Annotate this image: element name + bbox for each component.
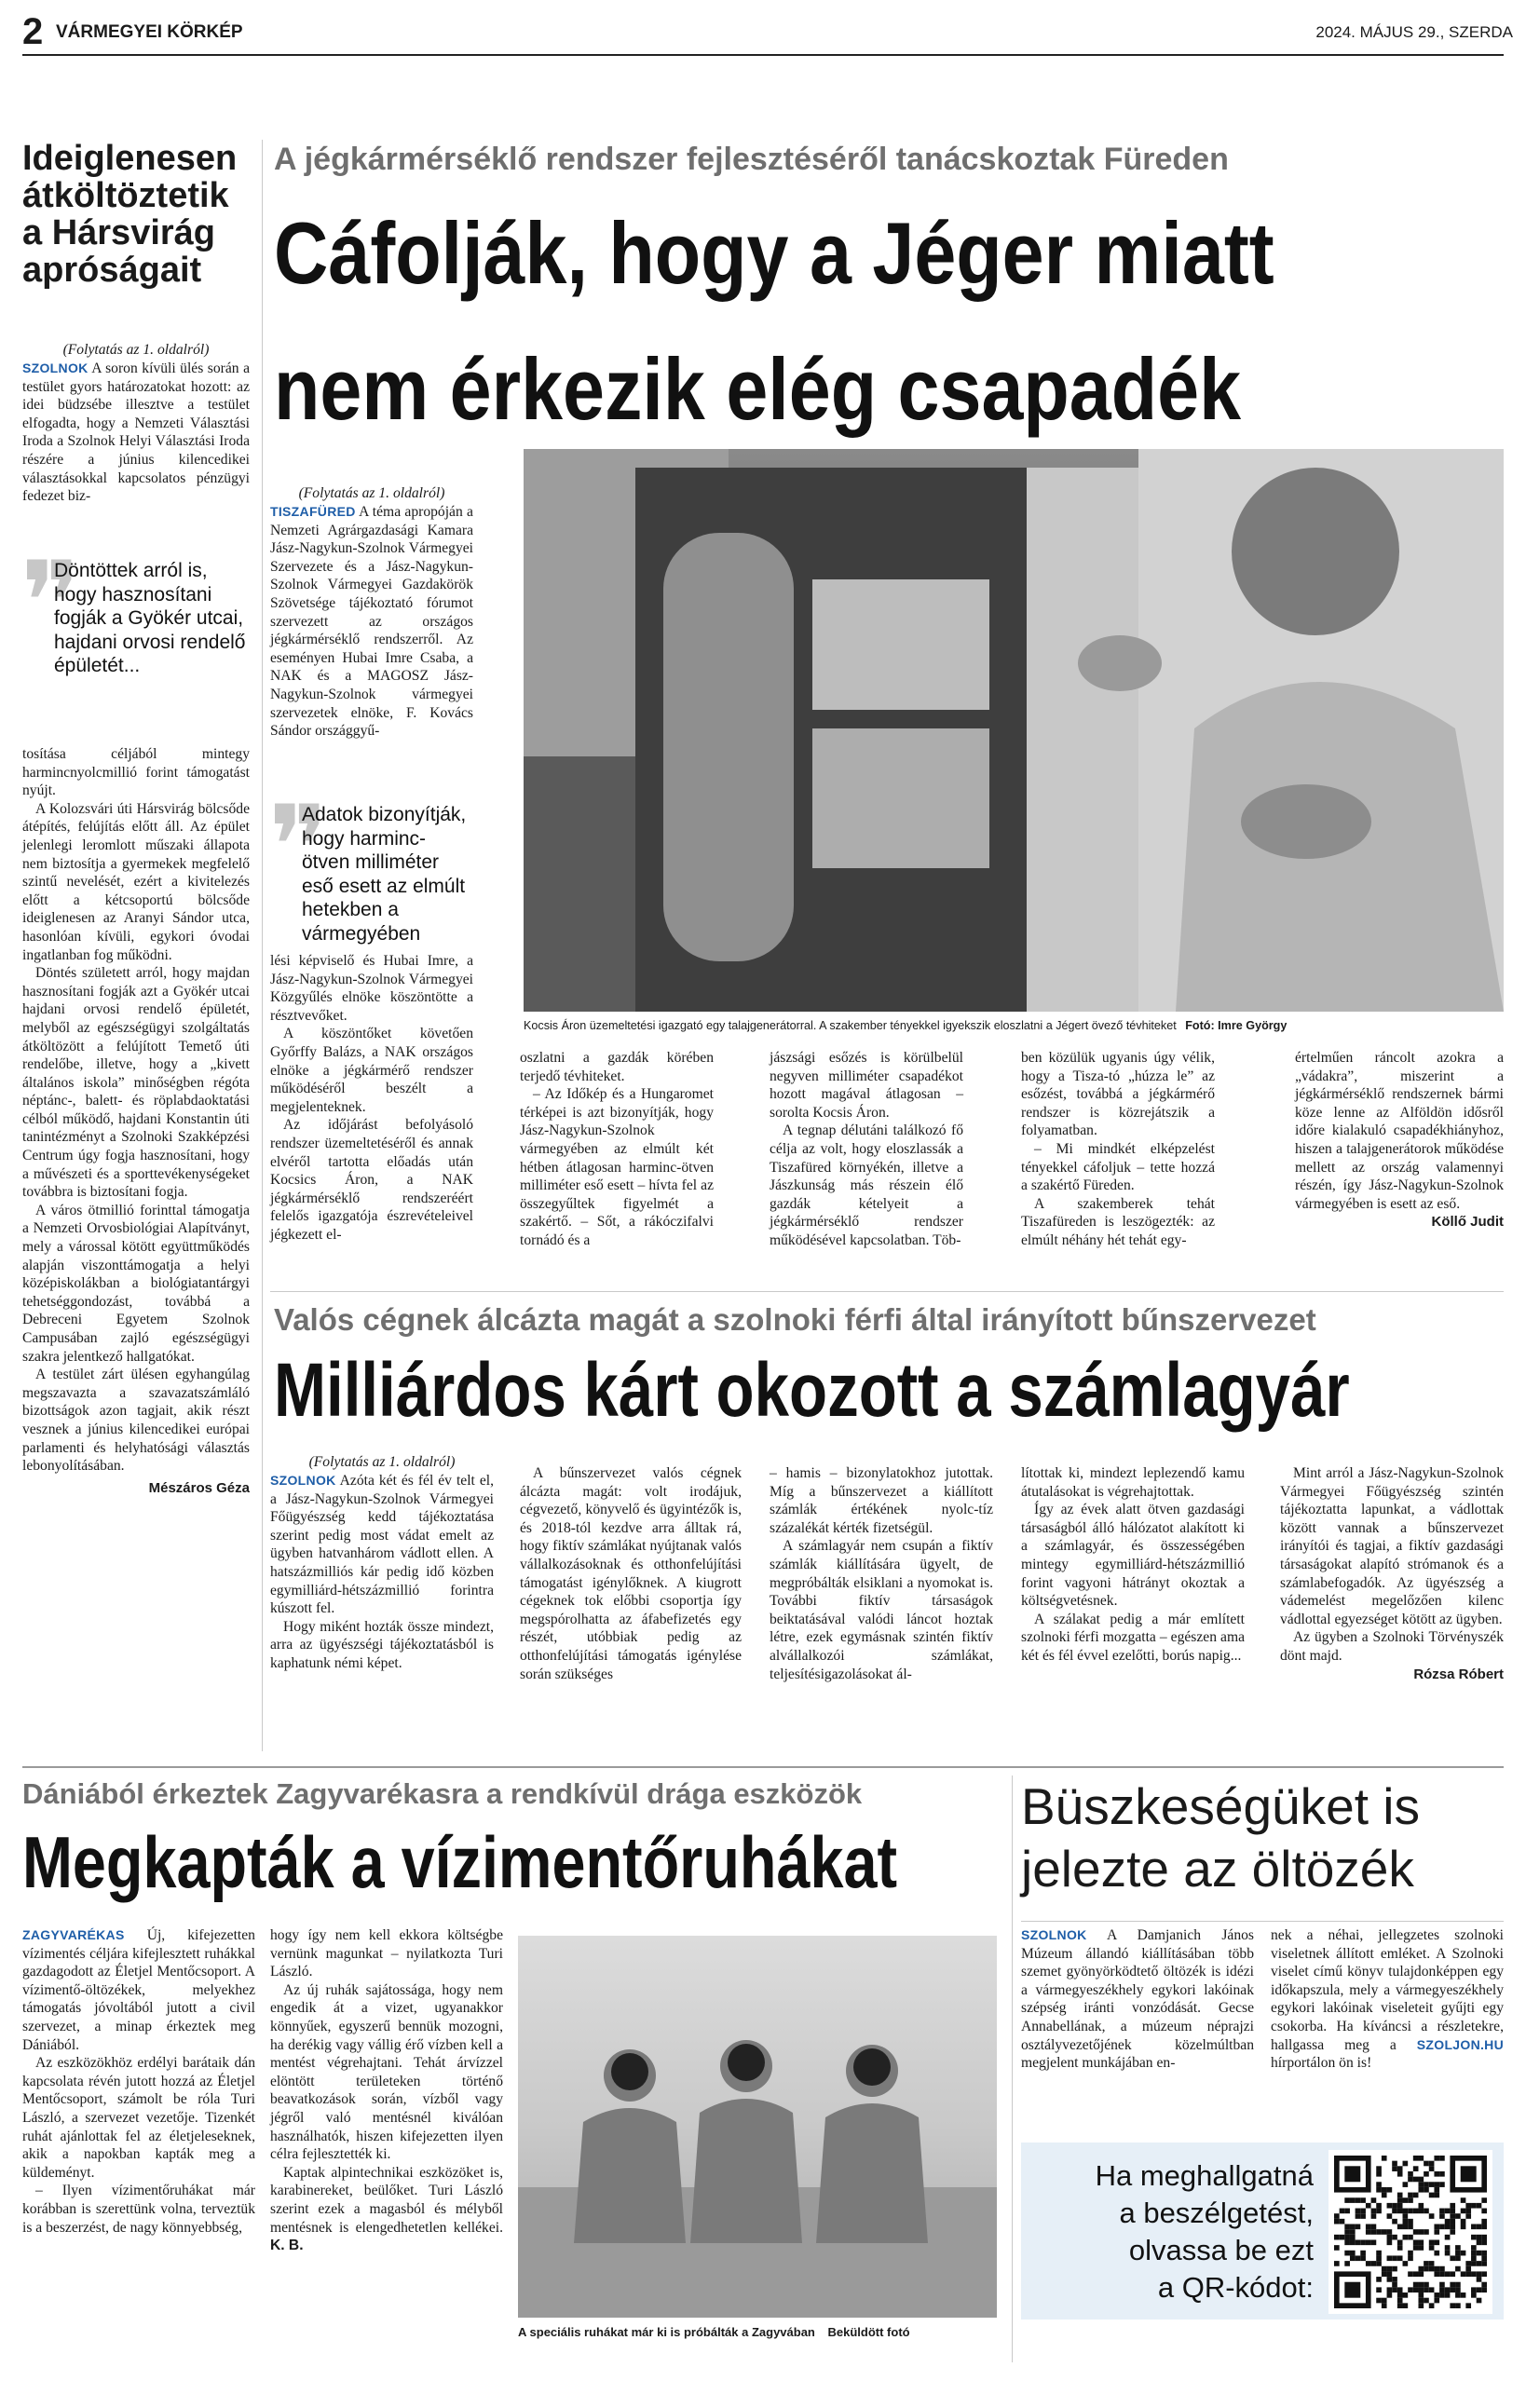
fraud-signature: Rózsa Róbert: [1413, 1666, 1504, 1682]
location-tag: TISZAFÜRED: [270, 504, 356, 519]
qr-code-pattern: [1334, 2156, 1487, 2308]
museum-col1: SZOLNOK A Damjanich János Múzeum állandó kiállításában több szemet gyönyörködtető öltözék is idézi a vármegyeszékhely egykori lakóinak szépség iránti vonzódását. Gecse Annabellának, a múzeum néprajzi osztályvezetőjének közelmúltban megjelent munkájában en-: [1021, 1927, 1254, 2072]
main-pull-quote: ❞ Adatok bizonyítják, hogy harminc-ötven milliméter eső esett az elmúlt hetekben a vármegyében: [268, 785, 467, 945]
museum-headline: Büszkeségüket is jelezte az öltözék: [1021, 1777, 1420, 1898]
fraud-col3: – hamis – bizonylatokhoz jutottak. Míg a bűnszervezet a kiállított számlák értékének nyolc-tíz százalékát kérték fizetségül. A számlagyár nem csupán a fiktív számlák kiállítására ügyelt, de megpróbálták elsiklani a nyomokat is. További fiktív társaságok beiktatásával valódi láncot hoztak létre, ezek egymásnak szintén fiktív alvállalkozói számlákat, teljesítésigazolásokat ál-: [770, 1465, 993, 1682]
main-headline-line1: Cáfolják, hogy a Jéger miatt: [274, 204, 1274, 302]
fraud-kicker: Valós cégnek álcázta magát a szolnoki férfi által irányított bűnszervezet: [274, 1302, 1316, 1337]
main-article-col3: jászsági esőzés is körülbelül negyven milliméter csapadékot hozott magával átlagosan – sorolta Kocsis Áron. A tegnap délutáni találkozó fő célja az volt, hogy eloszlassák a Tiszafüred környékén, illetve a Jászkunság más részein élő gazdák kételyeit a jégkármérséklő rendszer működésével kapcsolatban. Töb-: [770, 1050, 963, 1248]
main-signature: Köllő Judit: [1431, 1214, 1504, 1231]
qr-cta-text: Ha meghallgatná a beszélgetést, olvassa be ezt a QR-kódot:: [1095, 2159, 1314, 2304]
page-header: [13, 11, 1513, 52]
photo-illustration: [518, 1936, 997, 2318]
main-article-col5: értelműen ráncolt azokra a „vádakra”, miszerint a jégkármérséklő rendszernek bármi köze lenne az Alföldön idősről időre kialakuló csapadékhiányhoz, hiszen a talajgenerátorok működése mellett az ország valamennyi részén, így Jász-Nagykun-Szolnok vármegyében is esett az eső. Köllő Judit: [1295, 1050, 1504, 1231]
fraud-col2: A bűnszervezet valós cégnek álcázta magát: volt irodájuk, cégvezető, könyvelő és ügyintézők is, és 2018-tól kezdve arra álltak rá, hogy fiktív számlákat nyújtanak valós vállalkozásoknak és otthonfelújítási támogatást igénylőknek. A kiugrott cégeknek tok előbbi csoportja így megspórolhatta az áfabefizetés egy részét, utóbbiak pedig az otthonfelújítási támogatás igénylése során szükséges: [520, 1465, 742, 1682]
fraud-bottom-rule: [22, 1766, 1504, 1768]
main-article-lead: (Folytatás az 1. oldalról) TISZAFÜRED A téma apropóján a Nemzeti Agrárgazdasági Kamara Jász-Nagykun-Szolnok Vármegyei Szervezete és a Jász-Nagykun-Szolnok Vármegyei Gazdakörök Szövetsége tájékoztató fórumot szervezett az országos jégkármérséklő rendszerről. Az eseményen Hubai Imre Csaba, a NAK és a MAGOSZ Jász-Nagykun-Szolnok vármegyei szervezetek elnöke, F. Kovács Sándor országgyű-: [270, 485, 473, 740]
location-tag: SZOLNOK: [270, 1473, 336, 1488]
main-kicker: A jégkármérséklő rendszer fejlesztéséről tanácskoztak Füreden: [274, 142, 1229, 177]
left-article-headline: Ideiglenesen átköltöztetik a Hársvirág apróságait: [22, 139, 238, 290]
main-bottom-rule: [270, 1291, 1504, 1292]
museum-headline-rule: [1021, 1921, 1504, 1922]
header-rule: [22, 54, 1504, 56]
suit-col2: hogy így nem kell ekkora költségbe vernünk magunkat – nyilatkozta Turi László. Az új ruhák sajátossága, hogy nem engedik át a vizet, ugyanakkor könnyűek, egyszerű bennük mozogni, ha derékig vagy vállig érő vízben kell a mentést végrehajtani. Tehát árvízzel elöntött területeken történő beavatkozások során, vízből vagy jégről való mentésnél kiválóan használhatók, hiszen kifejezetten ilyen célra fejlesztették ki. Kaptak alpintechnikai eszközöket is, karabinereket, beülőket. Turi László szerint ezek a magasból és mélyből mentésnek is elengedhetetlen kellékei. K. B.: [270, 1927, 503, 2254]
main-article-col1: lési képviselő és Hubai Imre, a Jász-Nagykun-Szolnok Vármegyei Közgyűlés elnöke köszöntötte a résztvevőket. A köszöntőket követően Győrffy Balázs, a NAK országos elnöke a jégkármérő rendszer működéséről beszélt a megjelenteknek. Az időjárást befolyásoló rendszer üzemeltetéséről és annak elvéről tartotta előadás után Kocsics Áron, a NAK jégkármérséklő rendszeréért felelős igazgatója észrevételeivel jégkezett el-: [270, 953, 473, 1243]
left-signature: Mészáros Géza: [148, 1479, 250, 1496]
main-article-col4: ben közülük ugyanis úgy vélik, hogy a Tisza-tó „húzza le” az esőzést, továbbá a jégkármérő rendszer is közrejátszik a folyamatban. – Mi mindkét elképzelést tényekkel cáfoljuk – tette hozzá a szakértő Füreden. A szakemberek tehát Tiszafüreden is leszögezték: az elmúlt néhány hét tehát egy-: [1021, 1050, 1215, 1248]
rescue-photo-caption: A speciális ruhákat már ki is próbálták a Zagyvában Beküldött fotó: [518, 2325, 910, 2339]
fraud-col1: (Folytatás az 1. oldalról) SZOLNOK Azóta két és fél év telt el, a Jász-Nagykun-Szolnok Vármegyei Főügyészség kedd tájékoztatása szerint pedig most vádat emelt az ügyben hatvanhárom vádlott ellen. A hatszázmilliós kár pedig idő közben egymilliárd-hétszázmillió forintra kúszott fel. Hogy miként hozták össze mindezt, arra az ügyészségi tájékoztatásból is kaphatunk némi képet.: [270, 1454, 494, 1671]
left-pull-quote: ❞ Döntöttek arról is, hogy hasznosítani fogják a Gyökér utcai, hajdani orvosi rendelő épületét...: [20, 541, 246, 676]
suit-kicker: Dániából érkeztek Zagyvarékasra a rendkívül drága eszközök: [22, 1777, 863, 1810]
suit-signature: K. B.: [270, 2238, 304, 2254]
left-article-body: tosítása céljából mintegy harmincnyolcmillió forint támogatást nyújt. A Kolozsvári úti Hársvirág bölcsőde átépítés, felújítás előtt áll. Az épület jelenlegi leromlott műszaki állapota nem biztosítja a gyermekek megfelelő szintű nevelését, ezért a kivitelezés előtt a kétcsoportú bölcsőde ideiglenesen az Aranyi Sándor utca, hasonlóan kívüli, egykori óvodai ingatlanban fog működni. Döntés született arról, hogy majdan hasznosítani fogják azt a Gyökér utcai hajdani orvosi rendelő épületét, melyből az egészségügyi szolgáltatás átköltözött a felújított Temető úti rendelőbe, illetve, hogy a „kivett általános iskola” minőségben régóta néptánc-, balett- és röplabdaoktatási célból működő, hajdani Konstantin úti tanintézményt a Szolnoki Szakképzési Centrum úgy fogja hasznosítani, hogy a művészeti és a sporttevékenységeket továbbra is biztosítani fogja. A város ötmillió forinttal támogatja a Nemzeti Orvosbiológiai Alapítványt, mely a várossal kötött együttműködés alapján viszonttámogatja a helyi középiskolákban a biológiatantárgyi tehetséggondozást, továbbá a Debreceni Egyetem Szolnok Campusában zajló egészségügyi szakra jelentkező hallgatókat. A testület zárt ülésen egyhangúlag megszavazta a szavazatszámláló bizottságok azon tagjait, akik részt vesznek a június kilencedikei európai parlamenti és helyhatósági választás lebonyolításában. Mészáros Géza: [22, 746, 250, 1496]
rescue-suits-photo: [518, 1936, 997, 2318]
suit-col1: ZAGYVARÉKAS Új, kifejezetten vízimentés céljára kifejlesztett ruhákkal gazdagodott az Életjel Mentőcsoport. A vízimentő-öltözékek, melyekhez támogatás jóvoltából jutott a civil szervezet, a minap érkeztek meg Dániából. Az eszközökhöz erdélyi barátaik dán kapcsolata révén jutott hozzá az Életjel Mentőcsoport, számolt be róla Turi László, a szervezet vezetője. Tizenkét ruhát ajánlottak fel az életjeleseknek, akik a napokban kapták meg a küldeményt. – Ilyen vízimentőruhákat már korábban is szerettünk volna, terveztük is a beszerzést, de nagy könnyebbség,: [22, 1927, 255, 2236]
qr-code[interactable]: [1328, 2150, 1492, 2314]
quote-mark-icon: ❞: [20, 541, 81, 665]
generator-photo-caption: Kocsis Áron üzemeltetési igazgató egy talajgenerátorral. A szakember tényekkel igyekszik eloszlatni a Jégert övező tévhiteket Fotó: Imre György: [524, 1019, 1288, 1032]
main-headline-line2: nem érkezik elég csapadék: [274, 340, 1242, 438]
page-number: 2: [22, 11, 44, 52]
suit-headline: Megkapták a vízimentőruhákat: [22, 1821, 898, 1903]
left-article-lead: (Folytatás az 1. oldalról) SZOLNOK A soron kívüli ülés során a testület gyors határozatokat hozott: az idei büdzsébe illesztve a testület elfogadta, hogy a Nemzeti Választási Iroda a Szolnok Helyi Választási Iroda részére a június kilencedikei választásokkal kapcsolatos pénzügyi fedezet biz-: [22, 342, 250, 505]
section-title: VÁRMEGYEI KÖRKÉP: [56, 22, 243, 42]
issue-date: 2024. MÁJUS 29., SZERDA: [1315, 23, 1513, 41]
location-tag: SZOLNOK: [1021, 1927, 1087, 1942]
photo-illustration: [524, 449, 1504, 1012]
fraud-headline: Milliárdos kárt okozott a számlagyár: [274, 1348, 1350, 1433]
quote-mark-icon: ❞: [268, 785, 329, 909]
fraud-col4: lítottak ki, mindezt leplezendő kamu átutalásokat is végrehajtottak. Így az évek alatt ötven gazdasági társaságból álló hálózatot alakított ki a számlagyár, és összességében mintegy egymilliárd-hétszázmillió forint vagyoni hátrányt okoztak a költségvetésnek. A szálakat pedig a már említett szolnoki férfi mozgatta – egészen ama két és fél évvel ezelőtti, borús napig...: [1021, 1465, 1245, 1664]
szoljon-link[interactable]: SZOLJON.HU: [1416, 2036, 1504, 2052]
museum-col2: nek a néhai, jellegzetes szolnoki viseletnek állított emléket. A Szolnoki viselet című könyv tulajdonképpen egy időkapszula, mely a vármegyeszékhely egykori lakóinak viseleteit gyűjti egy csokorba. Ha kíváncsi a részletekre, hallgassa meg a SZOLJON.HU hírportálon ön is!: [1271, 1927, 1504, 2072]
left-column-rule: [262, 140, 263, 1751]
museum-column-rule: [1012, 1775, 1013, 2362]
generator-photo: [524, 449, 1504, 1012]
location-tag: SZOLNOK: [22, 361, 89, 375]
qr-cta-box: [1021, 2143, 1504, 2320]
fraud-col5: Mint arról a Jász-Nagykun-Szolnok Vármegyei Főügyészség szintén tájékoztatta lapunkat, a vádlottak között vannak a bűnszervezet irányítói és tagjai, a fiktív gazdasági társaságokat alapító strómanok és a számlabefogadók. Az ügyészség a vádemelést megelőzően kilenc vádlottal egyezséget kötött az ügyben. Az ügyben a Szolnoki Törvényszék dönt majd. Rózsa Róbert: [1280, 1465, 1504, 1682]
location-tag: ZAGYVARÉKAS: [22, 1927, 125, 1942]
main-article-col2: oszlatni a gazdák körében terjedő tévhiteket. – Az Időkép és a Hungaromet térképei is azt bizonyítják, hogy Jász-Nagykun-Szolnok vármegyében az elmúlt két hétben átlagosan harminc-ötven milliméter eső esett – hívta fel az összegyűltek figyelmét a szakértő. – Sőt, a rákóczifalvi tornádó és a: [520, 1050, 714, 1248]
